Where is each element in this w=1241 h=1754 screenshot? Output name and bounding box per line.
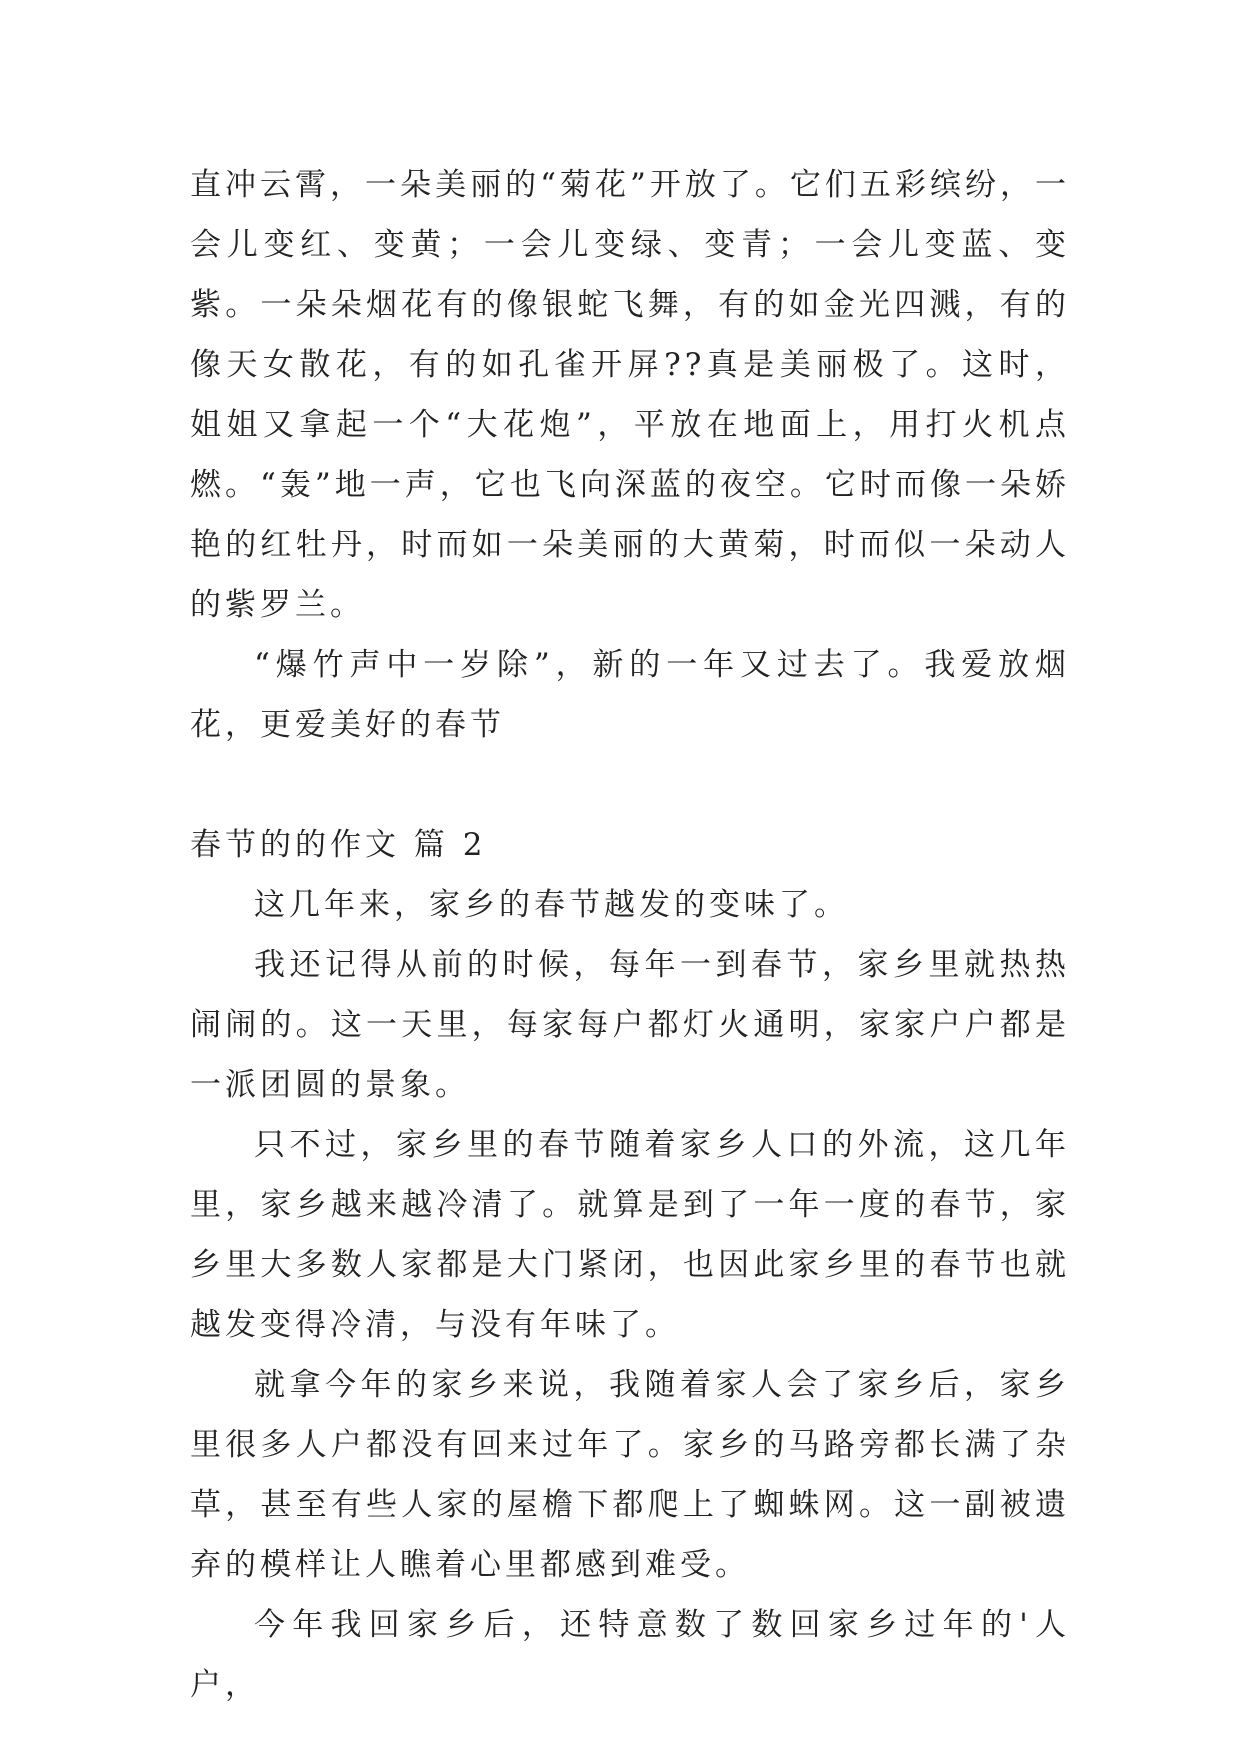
section-title: 春节的的作文 篇 2 (190, 827, 487, 863)
paragraph-counting: 今年我回家乡后，还特意数了数回家乡过年的'人户， (190, 1607, 1070, 1703)
paragraph-this-year: 就拿今年的家乡来说，我随着家人会了家乡后，家乡里很多人户都没有回来过年了。家乡的马路旁都长满了杂草，甚至有些人家的屋檐下都爬上了蜘蛛网。这一副被遗弃的模样让人瞧着心里都感到难受。 (190, 1367, 1070, 1583)
paragraph-closing: “爆竹声中一岁除”，新的一年又过去了。我爱放烟花，更爱美好的春节 (190, 647, 1070, 743)
document-body (190, 155, 1070, 1715)
paragraph-memory: 我还记得从前的时候，每年一到春节，家乡里就热热闹闹的。这一天里，每家每户都灯火通明，家家户户都是一派团圆的景象。 (190, 947, 1070, 1103)
paragraph-intro: 这几年来，家乡的春节越发的变味了。 (254, 887, 849, 923)
paragraph-decline: 只不过，家乡里的春节随着家乡人口的外流，这几年里，家乡越来越冷清了。就算是到了一年一度的春节，家乡里大多数人家都是大门紧闭，也因此家乡里的春节也就越发变得冷清，与没有年味了。 (190, 1127, 1070, 1343)
paragraph-fireworks: 直冲云霄，一朵美丽的“菊花”开放了。它们五彩缤纷，一会儿变红、变黄；一会儿变绿、变青；一会儿变蓝、变紫。一朵朵烟花有的像银蛇飞舞，有的如金光四溅，有的像天女散花，有的如孔雀开屏??真是美丽极了。这时，姐姐又拿起一个“大花炮”，平放在地面上，用打火机点燃。“轰”地一声，它也飞向深蓝的夜空。它时而像一朵娇艳的红牡丹，时而如一朵美丽的大黄菊，时而似一朵动人的紫罗兰。 (190, 167, 1070, 623)
